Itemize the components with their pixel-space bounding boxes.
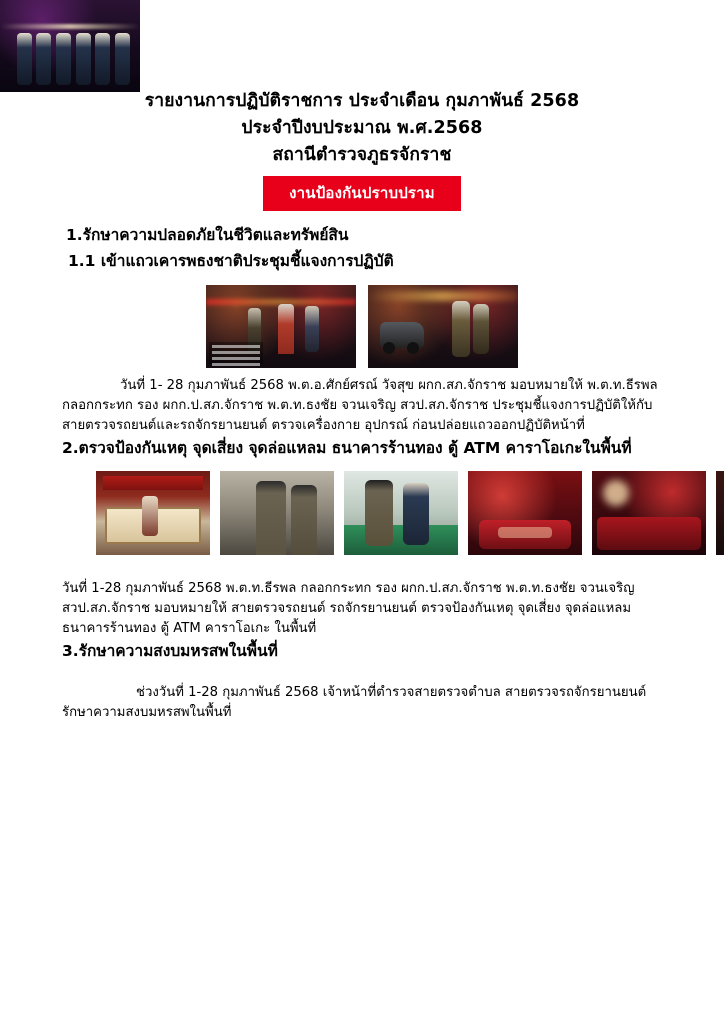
section-3 <box>62 639 662 723</box>
title-line-1: รายงานการปฏิบัติราชการ ประจำเดือน กุมภาพันธ์ 2568 <box>144 91 580 111</box>
section-2-body: วันที่ 1-28 กุมภาพันธ์ 2568 พ.ต.ท.ธีรพล กลอกกระทก รอง ผกก.ป.สภ.จักราช พ.ต.ท.ธงชัย จวนเจริญ สวป.สภ.จักราช มอบหมายให้ สายตรวจรถยนต์ รถจักรยานยนต์ ตรวจป้องกันเหตุ จุดเสี่ยง จุดล่อแหลม ธนาคารร้านทอง ตู้ ATM คาราโอเกะ ในพื้นที่ <box>62 581 635 637</box>
banner-wrapper <box>62 176 662 211</box>
document-title-block <box>62 88 662 169</box>
section-2-heading: 2.ตรวจป้องกันเหตุ จุดเสี่ยง จุดล่อแหลม ธนาคารร้านทอง ตู้ ATM คาราโอเกะในพื้นที่ <box>62 438 632 457</box>
section-3-body-text: ช่วงวันที่ 1-28 กุมภาพันธ์ 2568 เจ้าหน้าที่ตำรวจสายตรวจตำบล สายตรวจรถจักรยานยนต์รักษาความสงบมหรสพในพื้นที่ <box>62 685 647 721</box>
title-line-3: สถานีตำรวจภูธรจักราช <box>272 145 452 166</box>
photo-gold-shop-inspection <box>96 471 210 555</box>
title-line-2: ประจำปีงบประมาณ พ.ศ.2568 <box>241 118 483 139</box>
photo-office-visit <box>344 471 458 555</box>
section-1 <box>62 223 662 435</box>
photo-night-officers-motorcycle <box>368 285 518 368</box>
section-1-body-text: วันที่ 1- 28 กุมภาพันธ์ 2568 พ.ต.อ.ศักย์ศรณ์ วัจสุข ผกก.สภ.จักราช มอบหมายให้ พ.ต.ท.ธีรพล กลอกกระทก รอง ผกก.ป.สภ.จักราช พ.ต.ท.ธงชัย จวนเจริญ สวป.สภ.จักราช ประชุมชี้แจงการปฏิบัติให้กับสายตรวจรถยนต์และรถจักรยานยนต์ ตรวจเครื่องกาย อุปกรณ์ ก่อนปล่อยแถวออกปฏิบัติหน้าที่ <box>62 377 658 433</box>
section-banner: งานป้องกันปราบปราม <box>263 176 461 211</box>
section-1-photo-row <box>62 285 662 368</box>
section-1-body <box>62 376 662 436</box>
photo-karaoke-red-room <box>468 471 582 555</box>
photo-karaoke-interior <box>592 471 706 555</box>
photo-night-venue-crowd <box>716 471 724 555</box>
section-2-photo-row <box>62 471 662 555</box>
section-2 <box>62 436 662 640</box>
photo-officers-corridor <box>220 471 334 555</box>
section-1-heading: 1.รักษาความปลอดภัยในชีวิตและทรัพย์สิน <box>66 226 349 245</box>
photo-officers-lineup-concert <box>0 0 140 92</box>
section-1-subheading: 1.1 เข้าแถวเคารพธงชาติประชุมชี้แจงการปฏิบัติ <box>68 251 394 270</box>
photo-night-street-patrol <box>206 285 356 368</box>
section-3-body <box>62 683 662 723</box>
section-3-heading: 3.รักษาความสงบมหรสพในพื้นที่ <box>62 642 278 661</box>
